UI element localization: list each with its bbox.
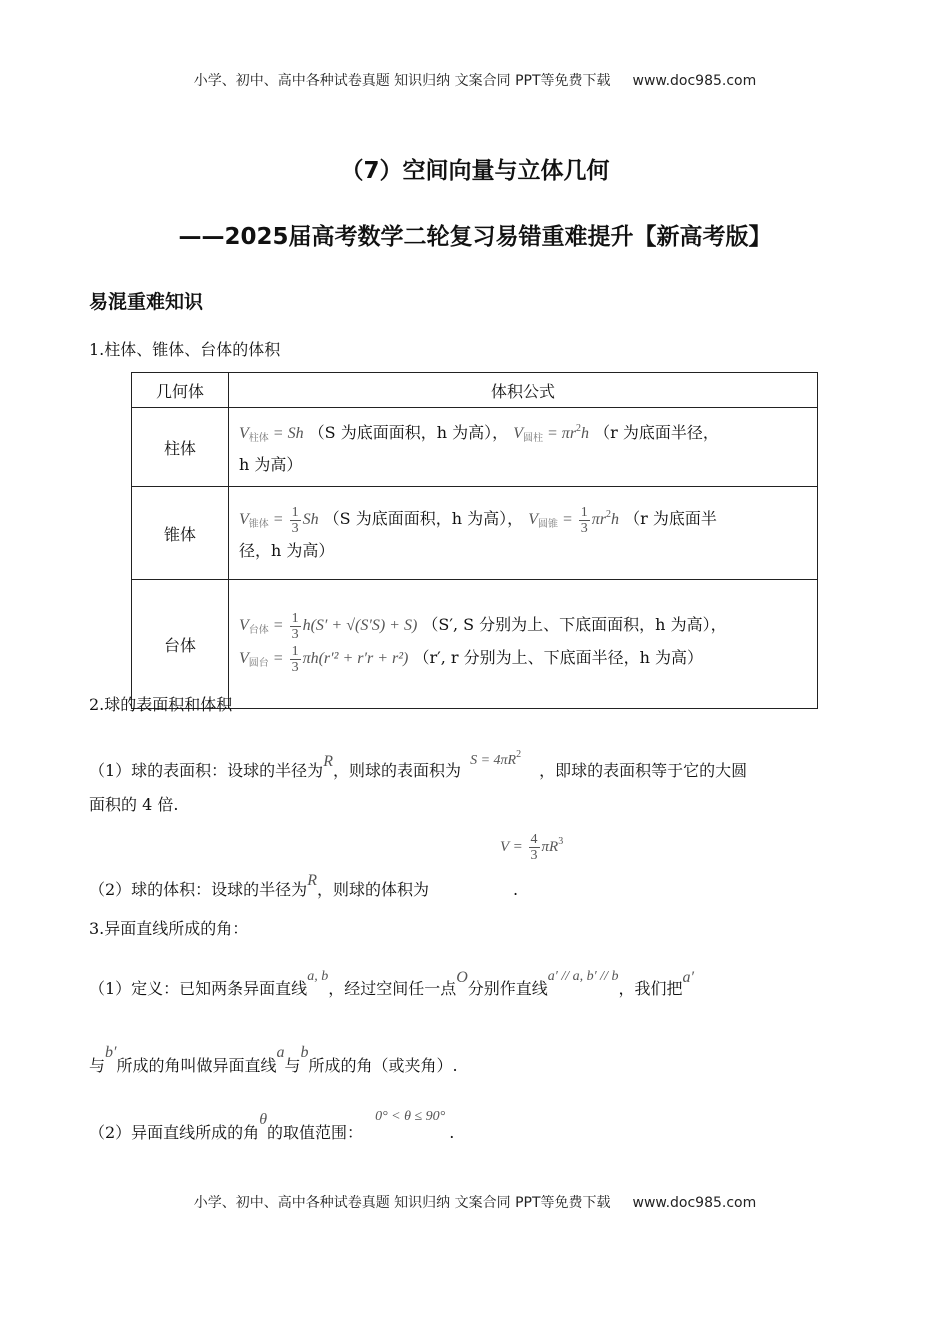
table-row <box>132 408 818 487</box>
item3-heading: 3.异面直线所成的角： <box>89 919 249 938</box>
header-site[interactable]: www.doc985.com <box>632 73 757 89</box>
page-footer: 小学、初中、高中各种试卷真题 知识归纳 文案合同 PPT等免费下载 www.doc985.com <box>193 1195 757 1211</box>
section-heading: 易混重难知识 <box>89 291 204 313</box>
table-header-shape: 几何体 <box>132 373 229 408</box>
row-formula: $V_{锥体}$ = $\frac{1}{3}$ Sh （S 为底面面积，h 为高）， $V_{圆锥}$ = $\frac{1}{3}$ $\pi r^2h$ （r 为底面半 径，h 为高） <box>229 487 818 580</box>
item3-para2: （2）异面直线所成的角θ的取值范围：0° < θ ≤ 90°. <box>89 1109 455 1142</box>
item2-para1-cont: 面积的 4 倍. <box>89 795 179 814</box>
item2-para1: （1）球的表面积：设球的半径为R，则球的表面积为 $S = 4\pi R^2$，即球的表面积等于它的大圆 <box>89 749 748 780</box>
item3-para1-cont: 与b′所成的角叫做异面直线a与b所成的角（或夹角）. <box>89 1044 458 1075</box>
sphere-volume-formula: V = $\frac{4}{3}$ $\pi R^3$ <box>500 832 564 863</box>
title-line-2: ——2025届高考数学二轮复习易错重难提升【新高考版】 <box>178 224 772 250</box>
item3-para1: （1）定义：已知两条异面直线a, b，经过空间任一点O分别作直线a′ // a, b′ // b，我们把a′ <box>89 969 694 998</box>
row-name: 台体 <box>132 580 229 709</box>
row-formula: $V_{柱体} = Sh$ （S 为底面面积，h 为高）， $V_{圆柱} = \pi r^2h$ （r 为底面半径， h 为高） <box>229 408 818 487</box>
table-header-formula: 体积公式 <box>229 373 818 408</box>
volume-table <box>131 372 818 709</box>
table-row <box>132 487 818 580</box>
row-name: 柱体 <box>132 408 229 487</box>
row-name: 锥体 <box>132 487 229 580</box>
row-formula: $V_{台体}$ = $\frac{1}{3}$ h(S′ + √(S′S) + S) （S′, S 分别为上、下底面面积，h 为高）， $V_{圆台}$ = $\frac{1}{3}$ πh(r′² + r′r + r²) （r′, r 分别为上、下底面半径，h 为高） <box>229 580 818 709</box>
page-header: 小学、初中、高中各种试卷真题 知识归纳 文案合同 PPT等免费下载 www.doc985.com <box>193 73 757 89</box>
item2-heading: 2.球的表面积和体积 <box>89 695 233 714</box>
footer-site[interactable]: www.doc985.com <box>632 1195 757 1211</box>
table-row <box>132 580 818 709</box>
title-line-1: （7）空间向量与立体几何 <box>340 158 610 184</box>
item1-heading: 1.柱体、锥体、台体的体积 <box>89 340 281 359</box>
item2-para2: （2）球的体积：设球的半径为R，则球的体积为 . <box>89 872 519 899</box>
